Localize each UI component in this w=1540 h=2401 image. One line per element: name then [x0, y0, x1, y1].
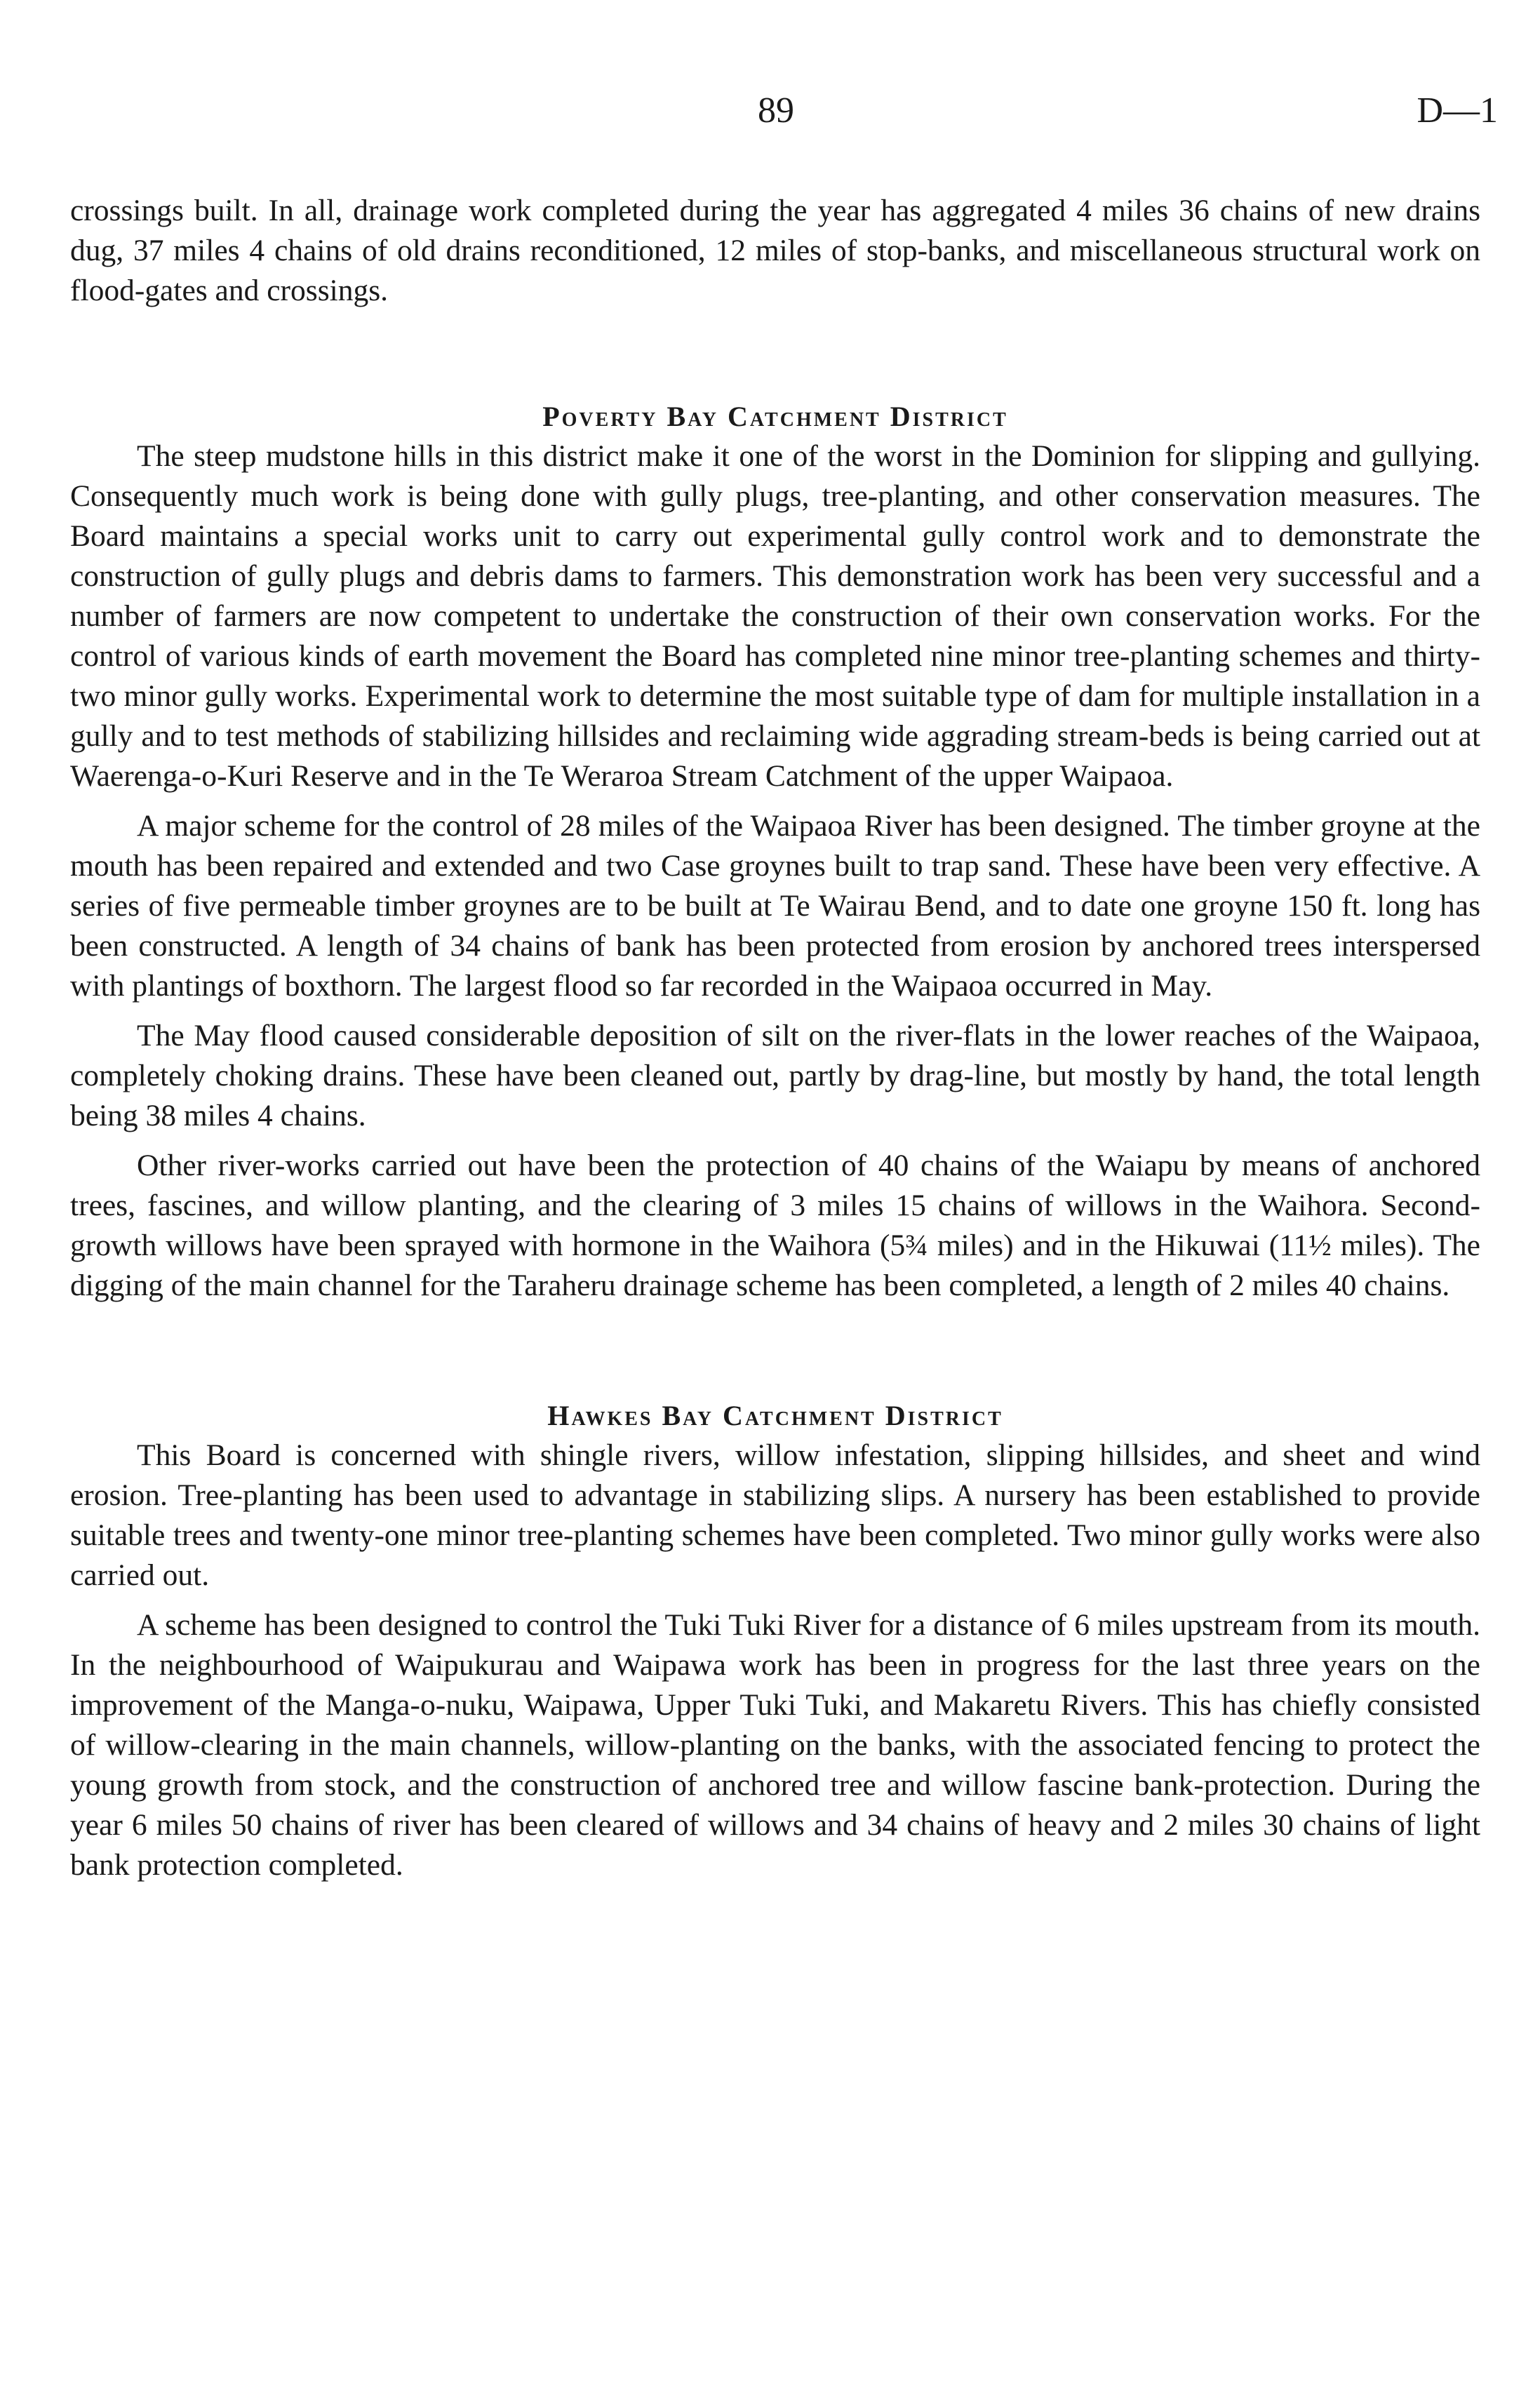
page-header	[0, 90, 1540, 139]
section-heading-hawkes-bay: Hawkes Bay Catchment District	[547, 1400, 1003, 1431]
paragraph-hawkes-1: This Board is concerned with shingle rivers, willow infestation, slipping hillsides, and sheet and wind erosion. Tree-planting has been used to advantage in stabilizing slips. A nursery has been established to provide suitable trees and twenty-one minor tree-planting schemes have been completed. Two minor gully works were also carried out.	[70, 1438, 1480, 1592]
page-number: 89	[758, 91, 794, 131]
paragraph-poverty-1: The steep mudstone hills in this district make it one of the worst in the Dominion for slipping and gullying. Consequently much work is being done with gully plugs, tree-planting, and other conservation measures. The Board maintains a special works unit to carry out experimental gully control work and to demonstrate the construction of gully plugs and debris dams to farmers. This demonstration work has been very successful and a number of farmers are now competent to undertake the construction of their own conservation works. For the control of various kinds of earth movement the Board has completed nine minor tree-planting schemes and thirty-two minor gully works. Experimental work to determine the most suitable type of dam for multiple installation in a gully and to test methods of stabilizing hillsides and reclaiming wide aggrading stream-beds is being carried out at Waerenga-o-Kuri Reserve and in the Te Weraroa Stream Catchment of the upper Waipaoa.	[70, 439, 1480, 793]
body-text	[70, 191, 1480, 1895]
document-code: D—1	[1417, 91, 1498, 131]
section-heading-poverty-bay: Poverty Bay Catchment District	[542, 401, 1008, 432]
paragraph-poverty-3: The May flood caused considerable deposition of silt on the river-flats in the lower reaches of the Waipaoa, completely choking drains. These have been cleaned out, partly by drag-line, but mostly by hand, the total length being 38 miles 4 chains.	[70, 1019, 1480, 1132]
paragraph-hawkes-2: A scheme has been designed to control the Tuki Tuki River for a distance of 6 miles upstream from its mouth. In the neighbourhood of Waipukurau and Waipawa work has been in progress for the last three years on the improvement of the Manga-o-nuku, Waipawa, Upper Tuki Tuki, and Makaretu Rivers. This has chiefly consisted of willow-clearing in the main channels, willow-planting on the banks, with the associated fencing to protect the young growth from stock, and the construction of anchored tree and willow fascine bank-protection. During the year 6 miles 50 chains of river has been cleared of willows and 34 chains of heavy and 2 miles 30 chains of light bank protection completed.	[70, 1608, 1480, 1882]
paragraph-poverty-4: Other river-works carried out have been the protection of 40 chains of the Waiapu by means of anchored trees, fascines, and willow planting, and the clearing of 3 miles 15 chains of willows in the Waihora. Second-growth willows have been sprayed with hormone in the Waihora (5¾ miles) and in the Hikuwai (11½ miles). The digging of the main channel for the Taraheru drainage scheme has been completed, a length of 2 miles 40 chains.	[70, 1149, 1480, 1302]
paragraph-poverty-2: A major scheme for the control of 28 miles of the Waipaoa River has been designed. The timber groyne at the mouth has been repaired and extended and two Case groynes built to trap sand. These have been very effective. A series of five permeable timber groynes are to be built at Te Wairau Bend, and to date one groyne 150 ft. long has been constructed. A length of 34 chains of bank has been protected from erosion by anchored trees interspersed with plantings of boxthorn. The largest flood so far recorded in the Waipaoa occurred in May.	[70, 809, 1480, 1003]
paragraph-intro: crossings built. In all, drainage work completed during the year has aggregated 4 miles 36 chains of new drains dug, 37 miles 4 chains of old drains reconditioned, 12 miles of stop-banks, and miscellaneous structural work on flood-gates and crossings.	[70, 194, 1480, 307]
